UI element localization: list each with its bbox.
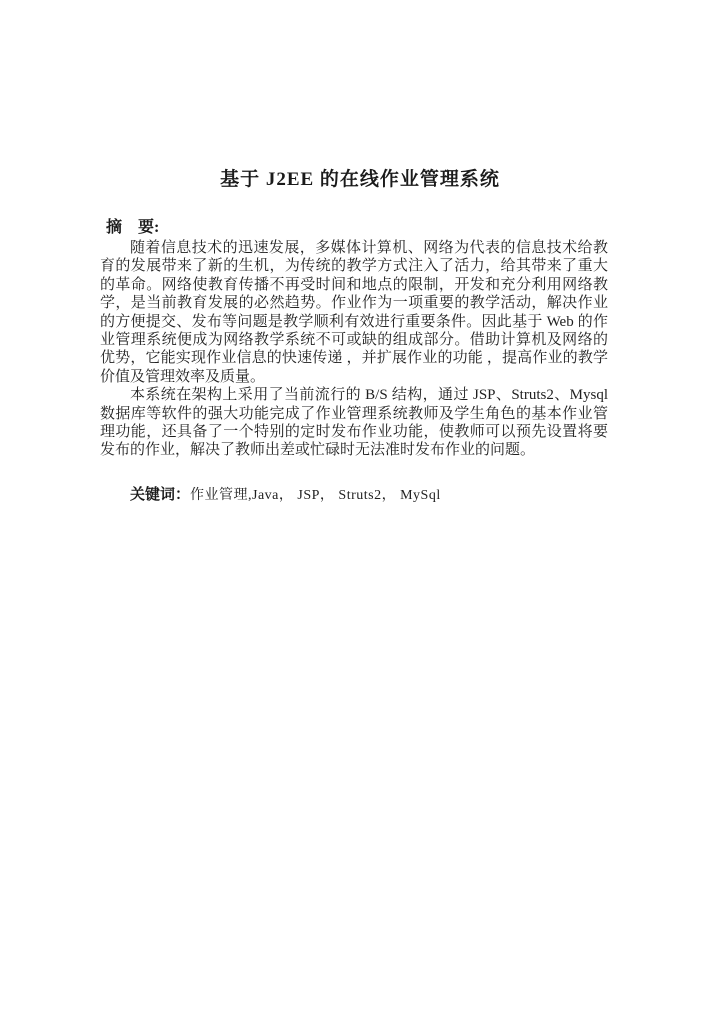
abstract-paragraph-1: 随着信息技术的迅速发展，多媒体计算机、网络为代表的信息技术给教育的发展带来了新的生机，为传统的教学方式注入了活力，给其带来了重大的革命。网络使教育传播不再受时间和地点的限制，开发和充分利用网络教学，是当前教育发展的必然趋势。作业作为一项重要的教学活动，解决作业的方便提交、发布等问题是教学顺利有效进行重要条件。因此基于 Web 的作业管理系统便成为网络教学系统不可或缺的组成部分。借助计算机及网络的优势，它能实现作业信息的快速传递 ，并扩展作业的功能 ，提高作业的教学价值及管理效率及质量。 — [100, 240, 608, 385]
keywords-value: 作业管理,Java， JSP， Struts2， MySql — [190, 487, 441, 503]
paper-title: 基于 J2EE 的在线作业管理系统 — [220, 169, 500, 190]
keywords-label: 关键词： — [130, 486, 191, 503]
abstract-paragraph-2: 本系统在架构上采用了当前流行的 B/S 结构，通过 JSP、Struts2、Mysql数据库等软件的强大功能完成了作业管理系统教师及学生角色的基本作业管理功能，还具备了一个特别的定时发布作业功能，使教师可以预先设置将要发布的作业，解决了教师出差或忙碌时无法准时发布作业的问题。 — [100, 387, 608, 459]
abstract-body — [100, 239, 608, 505]
keywords-line — [100, 486, 608, 505]
abstract-label: 摘 要: — [106, 219, 160, 236]
